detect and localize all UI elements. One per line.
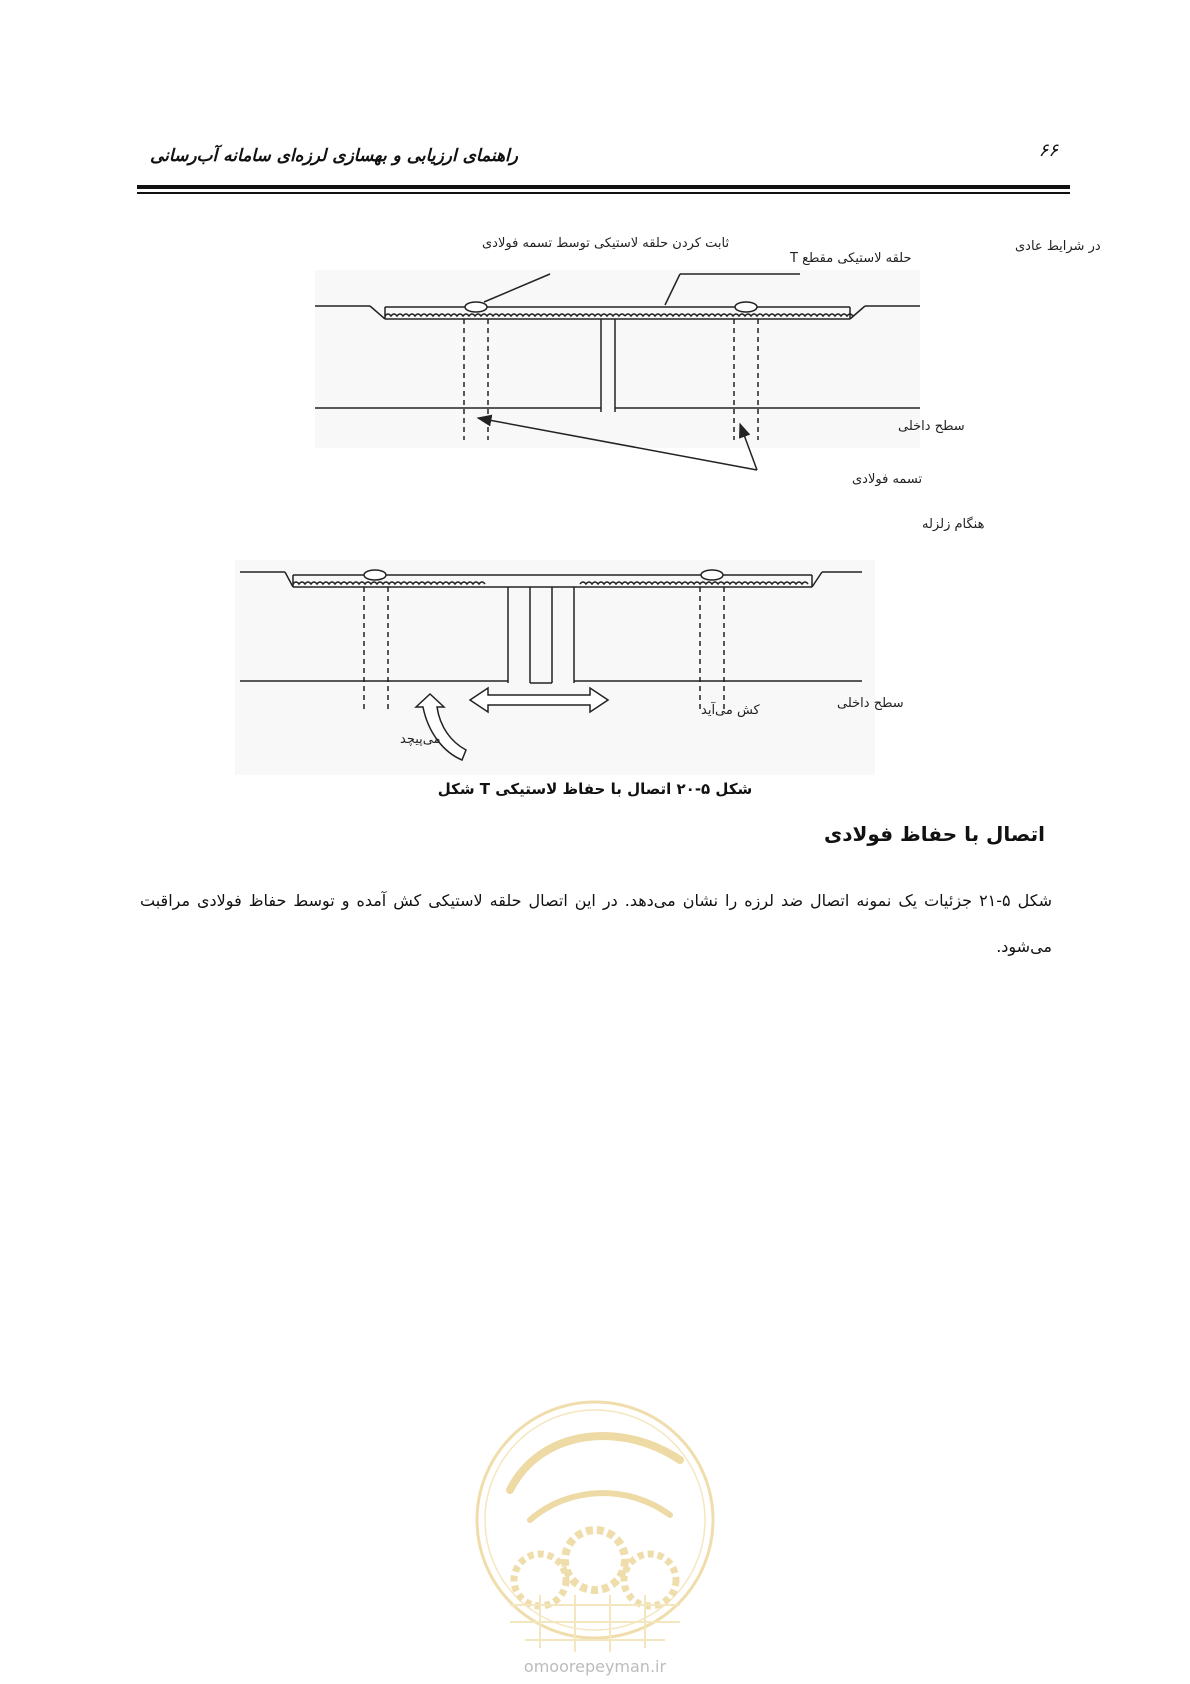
- watermark-url: omoorepeyman.ir: [523, 1657, 667, 1676]
- label-inner-surface-2: سطح داخلی: [837, 696, 904, 711]
- body-paragraph: شکل ۵-۲۱ جزئیات یک نمونه اتصال ضد لرزه را نشان می‌دهد. در این اتصال حلقه لاستیکی کش آمده و توسط حفاظ فولادی مراقبت می‌شود.: [140, 891, 1052, 956]
- label-earthquake-condition: هنگام زلزله: [922, 517, 985, 532]
- label-twists: می‌پیچد: [400, 732, 441, 747]
- label-steel-strap: تسمه فولادی: [852, 472, 923, 487]
- label-t-ring: حلقه لاستیکی مقطع T: [790, 251, 912, 266]
- running-header-title: راهنمای ارزیابی و بهسازی لرزه‌ای سامانه آب‌رسانی: [150, 146, 518, 166]
- label-stretches: کش می‌آید: [701, 703, 760, 718]
- label-inner-surface-1: سطح داخلی: [898, 419, 965, 434]
- t-rubber-joint-figure: [0, 0, 1190, 800]
- label-normal-condition: در شرایط عادی: [1015, 239, 1101, 254]
- page-number: ۶۶: [1038, 140, 1058, 161]
- figure-caption: شکل ۵-۲۰ اتصال با حفاظ لاستیکی T شکل: [437, 780, 753, 798]
- section-heading: اتصال با حفاظ فولادی: [823, 822, 1045, 846]
- diagram-normal: [315, 270, 920, 470]
- label-fix-ring: ثابت کردن حلقه لاستیکی توسط تسمه فولادی: [482, 236, 730, 251]
- diagram-earthquake: [235, 560, 875, 775]
- publisher-seal-logo: [470, 1390, 720, 1670]
